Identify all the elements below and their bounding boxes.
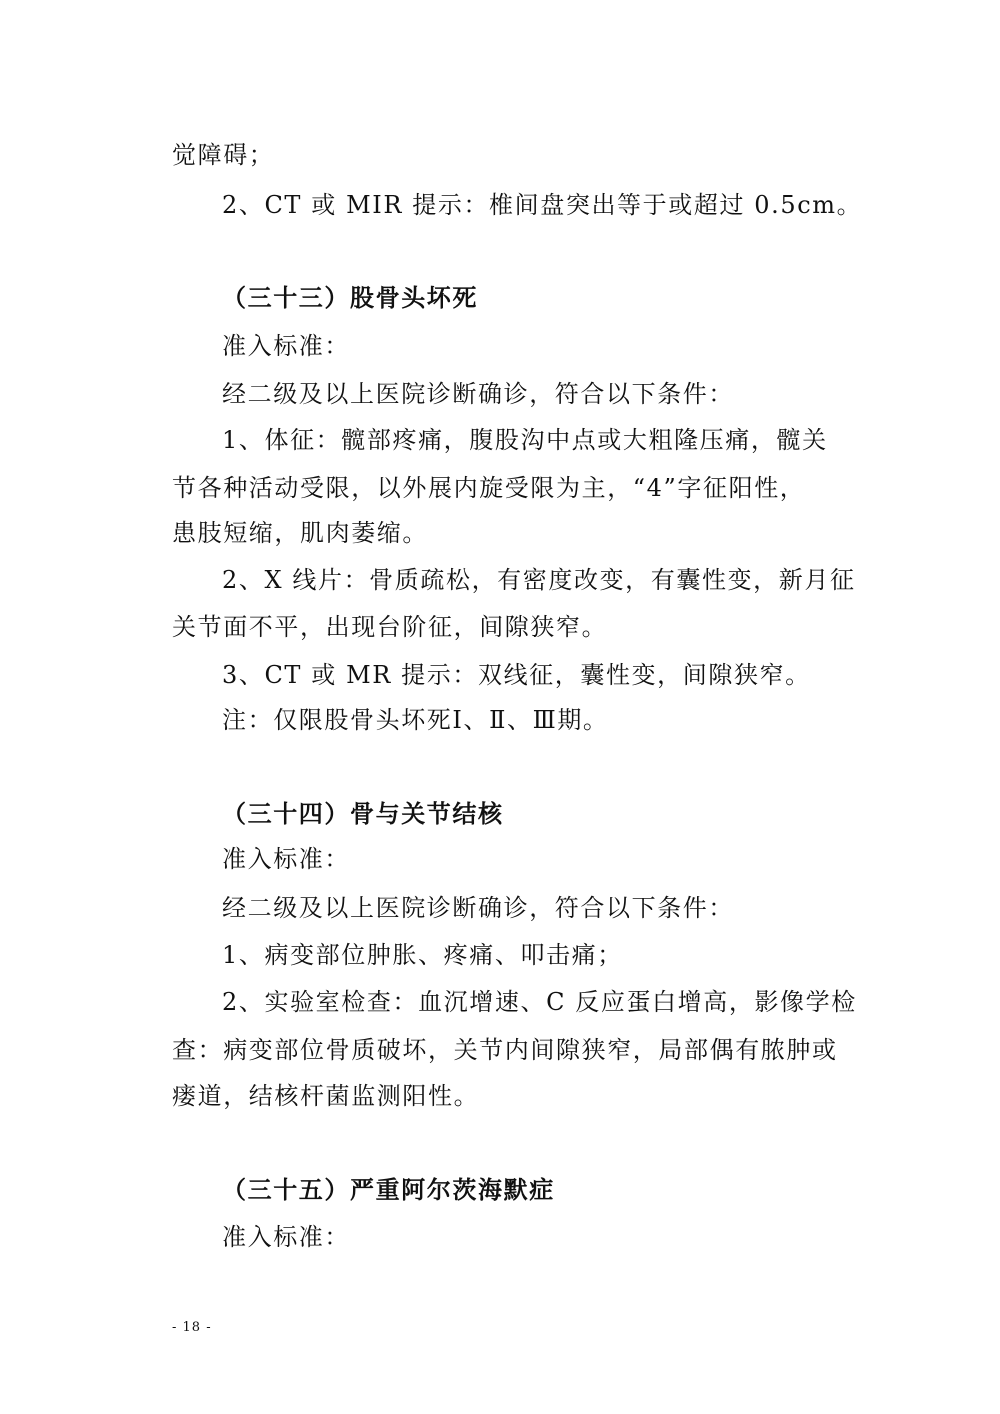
text-line: 注：仅限股骨头坏死Ⅰ、Ⅱ、Ⅲ期。 (222, 706, 609, 734)
text-line: 2、X 线片：骨质疏松，有密度改变，有囊性变，新月征 (222, 566, 856, 594)
text-line: 1、病变部位肿胀、疼痛、叩击痛； (222, 941, 623, 969)
page-number: - 18 - (172, 1320, 212, 1335)
text-line: 准入标准： (222, 845, 350, 873)
text-line: 患肢短缩，肌肉萎缩。 (172, 519, 428, 547)
text-line: 觉障碍； (172, 141, 275, 169)
section-heading: （三十三）股骨头坏死 (222, 283, 478, 312)
text-line: 准入标准： (222, 332, 350, 360)
text-line: 经二级及以上医院诊断确诊，符合以下条件： (222, 380, 734, 408)
text-line: 3、CT 或 MR 提示：双线征，囊性变，间隙狭窄。 (222, 661, 811, 689)
text-line: 瘘道，结核杆菌监测阳性。 (172, 1082, 480, 1110)
section-heading: （三十四）骨与关节结核 (222, 799, 504, 828)
text-line: 查：病变部位骨质破坏，关节内间隙狭窄，局部偶有脓肿或 (172, 1036, 838, 1064)
text-line: 2、CT 或 MIR 提示：椎间盘突出等于或超过 0.5cm。 (222, 191, 863, 219)
section-heading: （三十五）严重阿尔茨海默症 (222, 1175, 555, 1204)
text-line: 经二级及以上医院诊断确诊，符合以下条件： (222, 894, 734, 922)
text-line: 1、体征：髋部疼痛，腹股沟中点或大粗隆压痛，髋关 (222, 426, 828, 454)
text-line: 2、实验室检查：血沉增速、C 反应蛋白增高，影像学检 (222, 988, 857, 1016)
text-line: 关节面不平，出现台阶征，间隙狭窄。 (172, 613, 608, 641)
text-line: 节各种活动受限，以外展内旋受限为主，“4”字征阳性， (172, 474, 806, 502)
text-line: 准入标准： (222, 1223, 350, 1251)
